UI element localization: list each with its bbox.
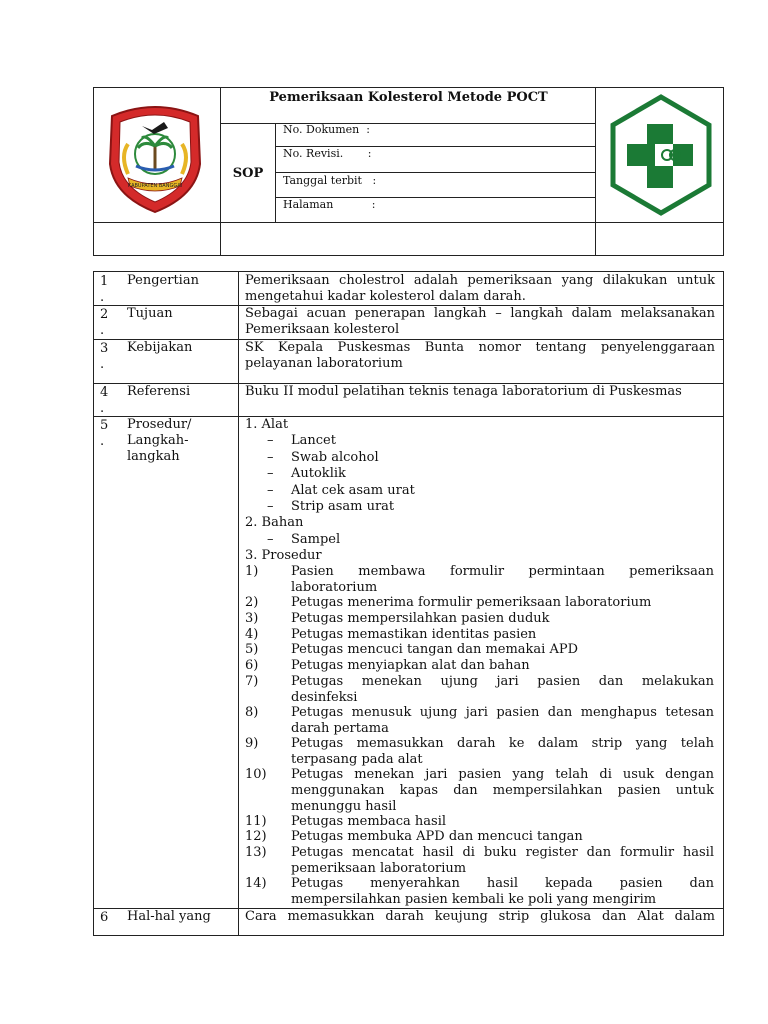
row-text: Cara memasukkan darah keujung strip glukosa dan Alat dalam [245, 909, 715, 924]
row-pengertian: 1 . Pengertian Pemeriksaan cholestrol adalah pemeriksaan yang dilakukan untuk mengetahui kadar kolesterol dalam darah. [94, 272, 723, 306]
row-hal-hal: 6 Hal-hal yang Cara memasukkan darah keujung strip glukosa dan Alat dalam [100, 909, 715, 925]
meta-tanggal-terbit: Tanggal terbit : [283, 174, 377, 187]
meta-no-dokumen: No. Dokumen : [283, 123, 370, 136]
row-label: Prosedur/ Langkah- langkah [127, 417, 192, 464]
puskesmas-logo [609, 94, 713, 220]
row-referensi: 4 . Referensi Buku II modul pelatihan teknis tenaga laboratorium di Puskesmas [94, 383, 723, 417]
alat-heading: 1. Alat [245, 417, 289, 432]
sop-header [93, 87, 724, 256]
row-kebijakan: 3 . Kebijakan SK Kepala Puskesmas Bunta nomor tentang penyelenggaraan pelayanan laboratorium [94, 339, 723, 384]
row-text: SK Kepala Puskesmas Bunta nomor tentang penyelenggaraan pelayanan laboratorium [245, 340, 715, 371]
document-title: Pemeriksaan Kolesterol Metode POCT [269, 90, 548, 105]
procedure-table [93, 271, 724, 936]
row-text: Pemeriksaan cholestrol adalah pemeriksaan yang dilakukan untuk mengetahui kadar kolesterol dalam darah. [245, 273, 715, 304]
prosedur-heading: 3. Prosedur [245, 548, 322, 563]
row-label: Tujuan [127, 306, 173, 321]
procedure-content: 1. Alat – Lancet – Swab alcohol – Autoklik – Alat cek asam urat – Strip asam urat 2. Bahan – Sampel 3. Prosedur 1) Pasien membawa formulir permintaan pemeriksaan laboratorium 2) Petugas menerima formulir pemeriksaan laboratorium 3) Petugas mempersilahkan pasien duduk 4) Petugas memastikan identitas pasien 5) Petugas mencuci tangan dan memakai APD 6) Petugas menyiapkan alat dan bahan 7) Petugas menekan ujung jari pasien dan melakukan desinfeksi 8) Petugas menusuk ujung jari pasien dan menghapus tetesan darah pertama 9) Petugas memasukkan darah ke dalam strip yang telah terpasang pada alat 10) Petugas menekan jari pasien yang telah di usuk dengan menggunakan kapas dan mempersilahkan pasien untuk menunggu hasil 11) Petugas membaca hasil 12) Petugas membuka APD dan mencuci tangan 13) Petugas mencatat hasil di buku register dan formulir hasil pemeriksaan laboratorium 14) Petugas menyerahkan hasil kepada pasien dan mempersilahkan pasien kembali ke poli yang mengirim [245, 417, 714, 907]
row-prosedur: 5 . Prosedur/ Langkah- langkah 1. Alat – Lancet – Swab alcohol – Autoklik – Alat cek asam urat – Strip asam urat 2. Bahan – Sampel 3. Prosedur 1) Pasien membawa formulir permintaan pemeriksaan laboratorium 2) Petugas menerima formulir pemeriksaan laboratorium 3) Petugas mempersilahkan pasien duduk 4) Petugas memastikan identitas pasien 5) Petugas mencuci tangan dan memakai APD 6) Petugas menyiapkan alat dan bahan 7) Petugas menekan ujung jari pasien dan melakukan desinfeksi 8) Petugas menusuk ujung jari pasien dan menghapus tetesan darah pertama 9) Petugas memasukkan darah ke dalam strip yang telah terpasang pada alat 10) Petugas menekan jari pasien yang telah di usuk dengan menggunakan kapas dan mempersilahkan pasien untuk menunggu hasil 11) Petugas membaca hasil 12) Petugas membuka APD dan mencuci tangan 13) Petugas mencatat hasil di buku register dan formulir hasil pemeriksaan laboratorium 14) Petugas menyerahkan hasil kepada pasien dan mempersilahkan pasien kembali ke poli yang mengirim [94, 416, 723, 909]
bahan-heading: 2. Bahan [245, 515, 304, 530]
row-label: Hal-hal yang [127, 909, 211, 924]
svg-text:KABUPATEN BANGGAI: KABUPATEN BANGGAI [127, 183, 183, 189]
kabupaten-banggai-emblem [106, 104, 204, 218]
row-tujuan: 2 . Tujuan Sebagai acuan penerapan langkah – langkah dalam melaksanakan Pemeriksaan kolesterol [94, 305, 723, 340]
meta-no-revisi: No. Revisi. : [283, 147, 372, 160]
row-text: Sebagai acuan penerapan langkah – langkah dalam melaksanakan Pemeriksaan kolesterol [245, 306, 715, 337]
row-text: Buku II modul pelatihan teknis tenaga laboratorium di Puskesmas [245, 384, 682, 399]
row-label: Pengertian [127, 273, 199, 288]
row-label: Referensi [127, 384, 191, 399]
sop-label: SOP [232, 165, 264, 181]
meta-halaman: Halaman : [283, 198, 376, 211]
row-label: Kebijakan [127, 340, 193, 355]
